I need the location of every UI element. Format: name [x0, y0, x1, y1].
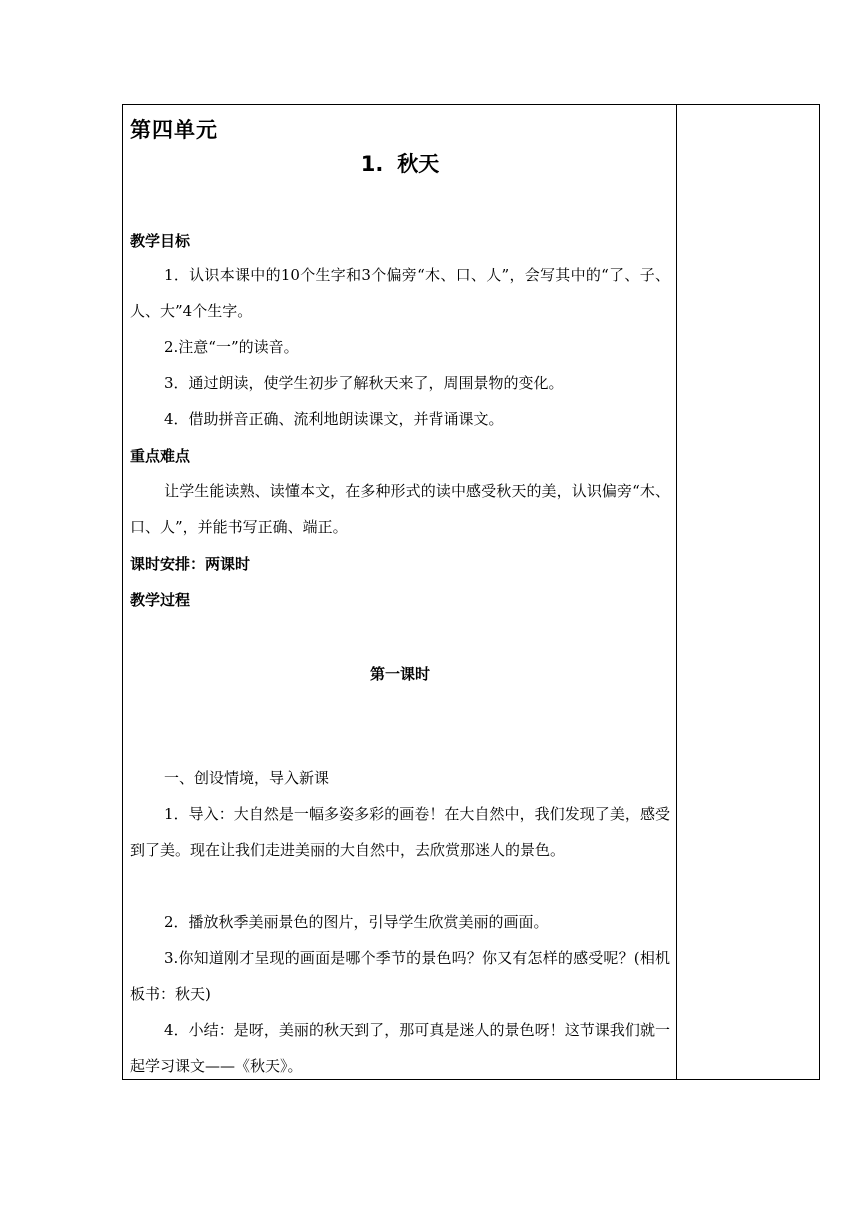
step1-item-3: 3.你知道刚才呈现的画面是哪个季节的景色吗？你又有怎样的感受呢？(相机板书：秋天) [130, 949, 670, 1003]
period-title: 第一课时 [369, 665, 430, 683]
step1-heading: 一、创设情境，导入新课 [164, 769, 330, 787]
goal-item-1: 1．认识本课中的10个生字和3个偏旁“木、口、人”，会写其中的“了、子、人、大”4个生字。 [130, 266, 670, 320]
step1-item-4: 4．小结：是呀，美丽的秋天到了，那可真是迷人的景色呀！这节课我们就一起学习课文——《秋天》。 [130, 1021, 670, 1075]
process-heading: 教学过程 [130, 591, 191, 609]
lesson-title [130, 148, 670, 178]
goals-heading: 教学目标 [130, 232, 191, 250]
goal-item-4: 4．借助拼音正确、流利地朗读课文，并背诵课文。 [164, 410, 504, 428]
step1-item-2: 2．播放秋季美丽景色的图片，引导学生欣赏美丽的画面。 [164, 913, 549, 931]
lesson-number: 1. [360, 152, 384, 176]
unit-title: 第四单元 [130, 118, 218, 142]
key-points-heading: 重点难点 [130, 447, 191, 465]
notes-column-divider [676, 104, 677, 1080]
lesson-name: 秋天 [397, 152, 440, 176]
goal-item-2: 2.注意“一”的读音。 [164, 338, 299, 356]
goal-item-3: 3．通过朗读，使学生初步了解秋天来了，周围景物的变化。 [164, 374, 564, 392]
schedule-line: 课时安排：两课时 [130, 555, 251, 573]
step1-item-1: 1．导入：大自然是一幅多姿多彩的画卷！在大自然中，我们发现了美，感受到了美。现在让我们走进美丽的大自然中，去欣赏那迷人的景色。 [130, 805, 670, 859]
key-points-text: 让学生能读熟、读懂本文，在多种形式的读中感受秋天的美，认识偏旁“木、口、人”，并能书写正确、端正。 [130, 482, 670, 536]
